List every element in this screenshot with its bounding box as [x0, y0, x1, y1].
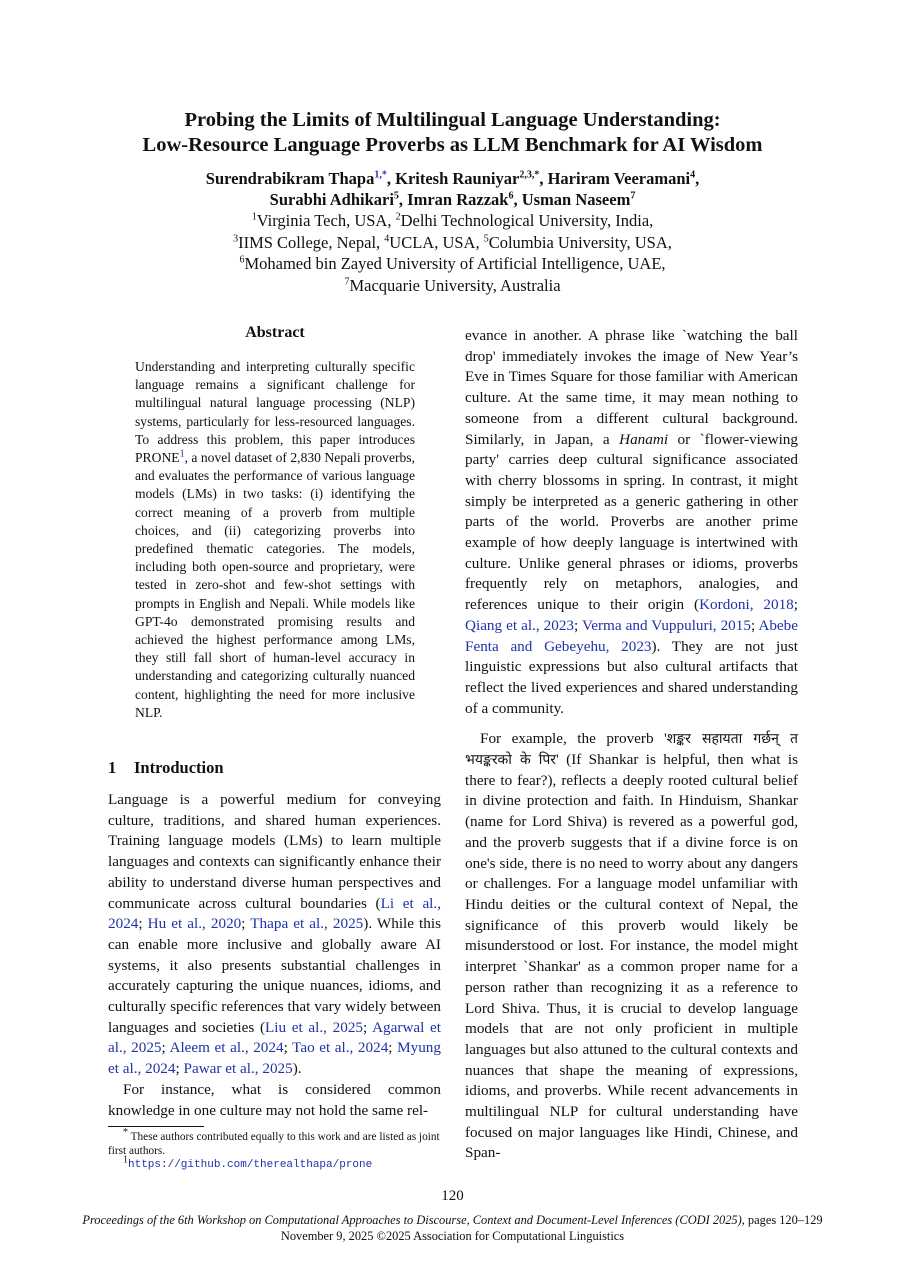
section-title: Introduction: [134, 758, 224, 777]
citation-link[interactable]: Tao et al., 2024: [292, 1039, 389, 1057]
paragraph-text: ).: [292, 1060, 302, 1078]
left-column-body: [108, 790, 441, 1121]
page-range: , pages 120–129: [741, 1213, 823, 1227]
affiliation: Delhi Technological University, India,: [400, 211, 654, 230]
author-name: Surabhi Adhikari: [269, 190, 394, 209]
paragraph-continued: evance in another. A phrase like `watching the ball drop' immediately invokes the image of New Year’s Eve in Times Square for those familiar with American culture. At the same time, it may mean nothing to someone from a different cultural background. Similarly, in Japan, a Hanami or `flower-viewing party' carries deep cultural significance associated with cherry blossoms in spring. In contrast, it might simply be interpreted as a generic gathering in other parts of the world. Proverbs are another prime example of how deeply language is intertwined with culture. Unlike general phrases or idioms, proverbs frequently rely on metaphors, analogies, and references unique to their origin (Kordoni, 2018; Qiang et al., 2023; Verma and Vuppuluri, 2015; Abebe Fenta and Gebeyehu, 2023). They are not just linguistic expressions but also cultural artifacts that reflect the lived experiences and shared understanding of a community.: [465, 327, 798, 717]
copyright-line: November 9, 2025 ©2025 Association for Computational Linguistics: [280, 1229, 625, 1243]
footnote-equal-contribution: [108, 1127, 441, 1158]
affiliation: Mohamed bin Zayed University of Artificial Intelligence, UAE,: [244, 254, 666, 273]
author-affil-mark: 7: [630, 190, 636, 202]
citation-link[interactable]: Qiang et al., 2023: [465, 616, 575, 634]
abstract-text: Understanding and interpreting culturally specific language remains a significant challenge for multilingual natural language processing (NLP) systems, particularly for less-resourced languages. To address this problem, this paper introduces PRONE: [135, 359, 415, 466]
abstract-body: [135, 358, 415, 722]
paragraph: Language is a powerful medium for conveying culture, traditions, and shared human experiences. Training language models (LMs) to learn multiple languages and contexts can significantly enhance their ability to understand diverse human perspectives and communicate across cultural boundaries (Li et al., 2024; Hu et al., 2020; Thapa et al., 2025). While this can enable more inclusive and globally aware AI systems, it also presents substantial challenges in accurately capturing the unique nuances, idioms, and culturally specific references that vary widely between languages and societies (Liu et al., 2025; Agarwal et al., 2025; Aleem et al., 2024; Tao et al., 2024; Myung et al., 2024; Pawar et al., 2025).: [108, 791, 442, 1078]
right-column-body: [465, 326, 798, 1164]
affil-mark: 3: [233, 233, 239, 244]
citation-link[interactable]: Aleem et al., 2024: [169, 1039, 284, 1057]
author-affil-mark: 2,3,*: [519, 169, 540, 181]
citation-link[interactable]: Myung et al., 2024: [108, 1039, 441, 1078]
author-affil-mark[interactable]: 1,*: [374, 169, 387, 181]
footnote-ref[interactable]: 1: [179, 448, 185, 460]
author-affil-mark: 5: [393, 190, 399, 202]
footnote-mark: 1: [123, 1154, 128, 1166]
affil-mark: 6: [239, 254, 245, 266]
affiliation-list: [0, 210, 905, 296]
affil-mark: 4: [384, 233, 390, 244]
affil-mark: 1: [251, 211, 257, 223]
section-number: 1: [108, 758, 117, 777]
affil-mark: 7: [344, 276, 350, 287]
github-link[interactable]: https://github.com/therealthapa/prone: [128, 1159, 373, 1171]
affiliation: UCLA, USA,: [389, 232, 480, 252]
citation-link[interactable]: Agarwal et al., 2025: [108, 1018, 442, 1057]
citation-link[interactable]: Verma and Vuppuluri, 2015: [581, 616, 751, 634]
citation-link[interactable]: Liu et al., 2025: [265, 1018, 364, 1036]
paragraph-text: ). They are not just linguistic expressions but also cultural artifacts that reflect the lived experiences and shared understanding of a community.: [465, 637, 798, 717]
section-heading: [108, 758, 224, 778]
abstract-heading: Abstract: [245, 324, 305, 341]
footnotes: [108, 1127, 441, 1172]
proceedings-title: Proceedings of the 6th Workshop on Computational Approaches to Discourse, Context and Document-Level Inferences (CODI 2025): [82, 1213, 742, 1227]
paper-title: [0, 108, 905, 158]
affil-mark: 5: [483, 233, 489, 244]
italic-term: Hanami: [619, 430, 669, 448]
affil-mark: 2: [395, 211, 401, 223]
affiliation: IIMS College, Nepal,: [238, 232, 381, 252]
affiliation: Macquarie University, Australia: [349, 275, 561, 295]
nepali-proverb: शङ्कर सहायता गर्छन् त भयङ्करको के पिर: [465, 731, 798, 769]
citation-link[interactable]: Pawar et al., 2025: [183, 1060, 293, 1078]
author-affil-mark: 6: [508, 190, 514, 202]
title-line-1: Probing the Limits of Multilingual Language Understanding:: [184, 109, 721, 131]
author-name: Imran Razzak: [407, 190, 509, 209]
page-number: 120: [441, 1188, 464, 1204]
footnote-1: [108, 1154, 441, 1172]
affiliation: Virginia Tech, USA,: [256, 211, 392, 230]
author-name: Kritesh Rauniyar: [395, 169, 520, 188]
affiliation: Columbia University, USA,: [488, 232, 672, 252]
author-affil-mark: 4: [690, 169, 696, 181]
paragraph-text: ' (If Shankar is helpful, then what is there to fear?), reflects a deeply rooted cultural belief in divine protection and faith. In Hinduism, Shankar (name for Lord Shiva) is revered as a powerful god, and the proverb suggests that if a divine force is on one's side, there is no need to worry about any dangers or challenges. For a language model unfamiliar with Hindu deities or the cultural context of Nepal, the significance of this proverb would likely be misunderstood or lost. For instance, the model might interpret `Shankar' as a common proper name for a person rather than recognizing it as a reference to Lord Shiva. Thus, it is crucial to develop language models that are not only proficient in multiple languages but also attuned to the cultural contexts and nuances that shape the meaning of expressions, idioms, and proverbs. While recent advancements in multilingual NLP for cultural understanding have focused on major languages like Hindi, Chinese, and Span-: [465, 751, 798, 1162]
citation-link[interactable]: Li et al., 2024: [108, 894, 441, 933]
proceedings-footer: [0, 1212, 905, 1244]
paragraph-text: or `flower-viewing party' carries deep cultural significance associated with cherry blossoms in spring. In contrast, it might simply be interpreted as a generic gathering in other parts of the world. Proverbs are another prime example of how deeply language is intertwined with culture. Unlike general phrases or idioms, proverbs frequently rely on metaphors, analogies, and references unique to their origin (: [465, 430, 798, 614]
author-list: Surendrabikram Thapa$^{1,*}$, Kritesh Rauniyar$^{2,3,*}$, Hariram Veeramani$^4$, Surabhi Adhikari$^5$, Imran Razzak$^6$, Usman Naseem$^7$: [205, 169, 700, 209]
citation-link[interactable]: Abebe Fenta and Gebeyehu, 2023: [465, 616, 798, 655]
paragraph-text: evance in another. A phrase like `watching the ball drop' immediately invokes the image of New Year’s Eve in Times Square for those familiar with American culture. At the same time, it may mean nothing to someone from a different cultural background. Similarly, in Japan, a: [465, 327, 798, 448]
footnote-text: These authors contributed equally to this work and are listed as joint first authors.: [108, 1131, 440, 1157]
author-name: Usman Naseem: [521, 190, 631, 209]
paragraph: [465, 729, 798, 1164]
paragraph-text: For example, the proverb ': [480, 730, 667, 748]
author-name: Hariram Veeramani: [547, 169, 691, 188]
paragraph-text: For instance, what is considered common knowledge in one culture may not hold the same rel-: [108, 1080, 441, 1119]
paragraph: [108, 1080, 441, 1121]
author-name: Surendrabikram Thapa: [205, 169, 375, 188]
citation-link[interactable]: Kordoni, 2018: [699, 596, 794, 614]
paragraph-text: ). While this can enable more inclusive and globally aware AI systems, it also presents substantial challenges in accurately capturing the unique nuances, idioms, and culturally specific references that vary widely between languages and societies (: [108, 915, 441, 1036]
footnote-mark: *: [123, 1127, 128, 1139]
citation-link[interactable]: Hu et al., 2020: [147, 915, 242, 933]
paragraph-text: Language is a powerful medium for conveying culture, traditions, and shared human experiences. Training language models (LMs) to learn multiple languages and contexts can significantly enhance their ability to understand diverse human perspectives and communicate across cultural boundaries (: [108, 791, 441, 912]
citation-link[interactable]: Thapa et al., 2025: [250, 915, 364, 933]
abstract-text: , a novel dataset of 2,830 Nepali proverbs, and evaluates the performance of various language models (LMs) in two tasks: (i) identifying the correct meaning of a proverb from multiple choices, and (ii) categorizing proverbs into predefined thematic categories. The models, including both open-source and proprietary, were tested in zero-shot and few-shot settings with prompts in English and Nepali. While models like GPT-4o demonstrated promising results and achieved the highest performance among LMs, they still fall short of human-level accuracy in understanding and categorizing culturally nuanced content, highlighting the need for more inclusive NLP.: [135, 450, 415, 720]
title-line-2: Low-Resource Language Proverbs as LLM Benchmark for AI Wisdom: [142, 134, 763, 156]
